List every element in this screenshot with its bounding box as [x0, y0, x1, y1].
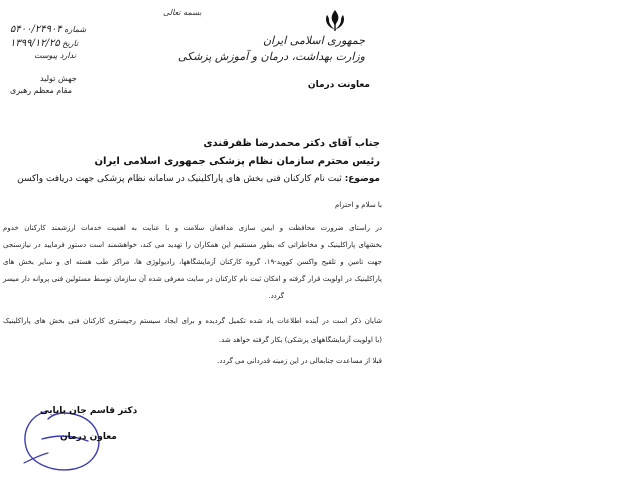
body-line: پاراکلینیک در اولویت قرار گرفته و امکان ثبت نام کارکنان در سایت معرفی شده آن سازمان توسط مسئولین فنی پروانه دار میسر	[3, 275, 382, 283]
letter-number-value: ۵۴۰۰/۲۴۹۰۴	[10, 24, 62, 35]
letter-number-row	[10, 24, 86, 35]
attachment-row	[34, 51, 76, 60]
body-line: (با اولویت آزمایشگاههای پزشکی) بکار گرفته خواهد شد.	[218, 336, 382, 344]
bismillah: بسمه تعالی	[163, 8, 202, 17]
signatory-title: معاون درمان	[60, 432, 117, 442]
letter-number-label: شماره	[64, 25, 87, 34]
body-line: گردد.	[268, 292, 284, 300]
iran-emblem-icon	[322, 8, 348, 34]
addressee-name: جناب آقای دکتر محمدرضا ظفرقندی	[203, 138, 380, 149]
attachment-label: پیوست	[34, 51, 58, 60]
cc-line-2: مقام معظم رهبری	[10, 86, 73, 95]
office-unit: معاونت درمان	[307, 80, 370, 90]
attachment-value: ندارد	[59, 51, 76, 60]
body-line: جهت تامین و تلقیح واکسن کووید-۱۹، گروه کارکنان آزمایشگاهها، رادیولوژی ها، مراکز طب هسته ای و سایر بخش های	[3, 258, 382, 266]
ministry-name-line-1: جمهوری اسلامی ایران	[262, 34, 365, 47]
greeting: با سلام و احترام	[334, 201, 382, 209]
body-line: قبلا از مساعدت جنابعالی در این زمینه قدردانی می گردد.	[217, 357, 382, 365]
subject-line	[17, 174, 380, 184]
body-line: در راستای ضرورت محافظت و ایمن سازی مدافعان سلامت و با عنایت به اهمیت خدمات ارزشمند کارکنان خدوم	[3, 224, 382, 232]
signatory-name: دکتر قاسم جان بابایی	[40, 406, 138, 416]
ministry-name-line-2: وزارت بهداشت، درمان و آموزش پزشکی	[177, 50, 365, 63]
addressee-title: رئیس محترم سازمان نظام پزشکی جمهوری اسلامی ایران	[94, 156, 380, 167]
body-line: شایان ذکر است در آینده اطلاعات یاد شده تکمیل گردیده و برای ایجاد سیستم رجیستری کارکنان فنی بخش های پاراکلینیک	[3, 317, 382, 325]
letter-date-value: ۱۳۹۹/۱۲/۲۵	[10, 38, 60, 49]
cc-line-1: جهش تولید	[40, 74, 77, 83]
letter-date-label: تاریخ	[62, 39, 79, 48]
body-line: بخشهای پاراکلینیک و مخاطراتی که بطور مستقیم این همکاران را تهدید می کند، خواهشمند است دستور فرمایید در نیازسنجی	[3, 241, 382, 249]
subject-text: ثبت نام کارکنان فنی بخش های پاراکلینیک در سامانه نظام پزشکی جهت دریافت واکسن	[17, 174, 342, 184]
letter-date-row	[10, 38, 78, 49]
subject-label: موضوع:	[344, 174, 380, 184]
